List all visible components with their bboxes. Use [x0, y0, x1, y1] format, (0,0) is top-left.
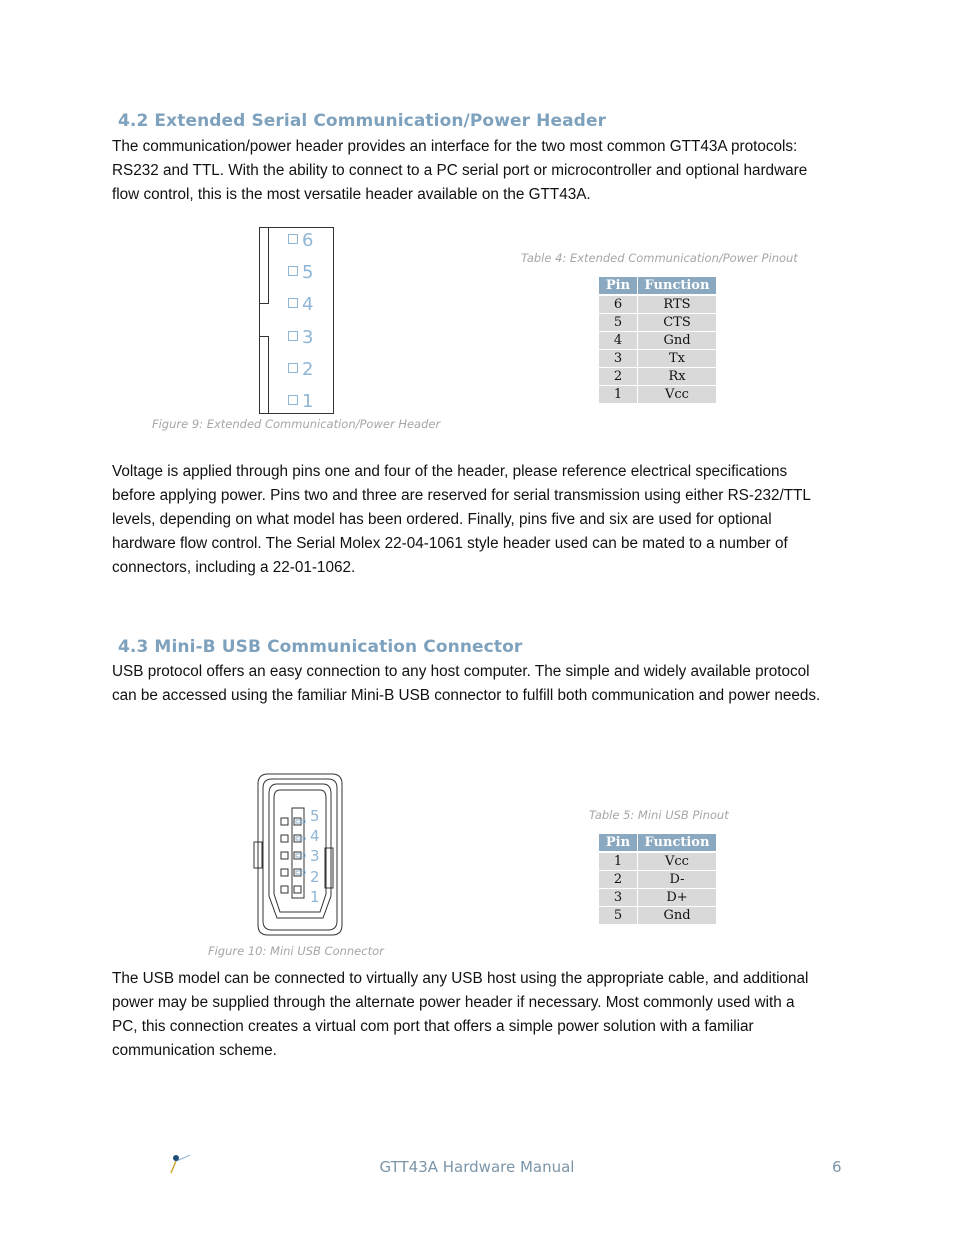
- figure-9-caption: Figure 9: Extended Communication/Power Header: [152, 417, 441, 431]
- paragraph-line: before applying power. Pins two and three are reserved for serial transmission using either RS-232/TTL: [112, 487, 811, 504]
- paragraph-line: power may be supplied through the alternate power header if necessary. Most commonly used with a: [112, 994, 795, 1011]
- pin-cell: 2: [599, 368, 638, 386]
- function-cell: Gnd: [638, 332, 717, 350]
- pin-cell: 3: [599, 889, 638, 907]
- function-cell: RTS: [638, 295, 717, 314]
- paragraph-line: Voltage is applied through pins one and four of the header, please reference electrical specifications: [112, 463, 788, 480]
- pin-cell: 2: [599, 871, 638, 889]
- function-cell: Rx: [638, 368, 717, 386]
- column-header-pin: Pin: [599, 277, 638, 296]
- pin-cell: 5: [599, 907, 638, 925]
- paragraph-line: USB protocol offers an easy connection to any host computer. The simple and widely available protocol: [112, 663, 810, 680]
- table-row: [599, 871, 717, 889]
- pin-label: 2: [302, 359, 314, 380]
- table-5-caption: Table 5: Mini USB Pinout: [589, 808, 729, 822]
- table-row: [599, 314, 717, 332]
- section-4-2-body: [112, 460, 852, 580]
- pin-cell: 1: [599, 386, 638, 404]
- paragraph-line: levels, depending on what model has been ordered. Finally, pins five and six are used for optional: [112, 511, 772, 528]
- pin-label: 4: [310, 827, 320, 845]
- function-cell: Gnd: [638, 907, 717, 925]
- pin-label: 2: [310, 868, 320, 886]
- mini-usb-pinout-table: [598, 833, 717, 925]
- function-cell: D+: [638, 889, 717, 907]
- function-cell: Tx: [638, 350, 717, 368]
- pin-label: 5: [302, 262, 314, 283]
- paragraph-line: PC, this connection creates a virtual com port that offers a simple power solution with a familiar: [112, 1018, 754, 1035]
- paragraph-line: The USB model can be connected to virtually any USB host using the appropriate cable, and additional: [112, 970, 809, 987]
- section-heading-4-3: 4.3 Mini-B USB Communication Connector: [118, 637, 523, 657]
- paragraph-line: The communication/power header provides an interface for the two most common GTT43A protocols:: [112, 138, 798, 155]
- table-row: [599, 332, 717, 350]
- table-row: [599, 386, 717, 404]
- pin-label: 4: [302, 294, 314, 315]
- section-4-3-body: [112, 967, 852, 1063]
- extended-pinout-table: [598, 276, 717, 404]
- function-cell: CTS: [638, 314, 717, 332]
- paragraph-line: can be accessed using the familiar Mini-B USB connector to fulfill both communication and power needs.: [112, 687, 821, 704]
- section-4-2-intro: [112, 135, 852, 207]
- column-header-function: Function: [638, 834, 717, 853]
- function-cell: Vcc: [638, 852, 717, 871]
- paragraph-line: communication scheme.: [112, 1042, 277, 1059]
- pin-label: 6: [302, 230, 314, 251]
- function-cell: D-: [638, 871, 717, 889]
- pin-label: 3: [310, 847, 320, 865]
- page-number: 6: [832, 1158, 842, 1176]
- section-4-3-intro: [112, 660, 852, 708]
- table-row: [599, 350, 717, 368]
- pin-label: 3: [302, 327, 314, 348]
- pin-cell: 4: [599, 332, 638, 350]
- pin-label: 1: [310, 888, 320, 906]
- footer-title: GTT43A Hardware Manual: [379, 1158, 575, 1176]
- column-header-function: Function: [638, 277, 717, 296]
- pin-cell: 3: [599, 350, 638, 368]
- paragraph-line: RS232 and TTL. With the ability to connect to a PC serial port or microcontroller and optional hardware: [112, 162, 808, 179]
- paragraph-line: flow control, this is the most versatile header available on the GTT43A.: [112, 186, 591, 203]
- extended-header-figure: [250, 222, 350, 418]
- figure-10-caption: Figure 10: Mini USB Connector: [208, 944, 384, 958]
- table-4-caption: Table 4: Extended Communication/Power Pinout: [521, 251, 798, 265]
- table-header-row: [599, 834, 717, 853]
- column-header-pin: Pin: [599, 834, 638, 853]
- pin-label: 5: [310, 807, 320, 825]
- table-header-row: [599, 277, 717, 296]
- function-cell: Vcc: [638, 386, 717, 404]
- table-row: [599, 907, 717, 925]
- pin-cell: 1: [599, 852, 638, 871]
- mini-usb-connector-figure: [250, 770, 350, 940]
- table-row: [599, 368, 717, 386]
- paragraph-line: connectors, including a 22-01-1062.: [112, 559, 356, 576]
- section-heading-4-2: 4.2 Extended Serial Communication/Power Header: [118, 111, 607, 131]
- pin-label: 1: [302, 391, 314, 412]
- pin-cell: 6: [599, 295, 638, 314]
- pin-cell: 5: [599, 314, 638, 332]
- table-row: [599, 889, 717, 907]
- table-row: [599, 295, 717, 314]
- paragraph-line: hardware flow control. The Serial Molex 22-04-1061 style header used can be mated to a number of: [112, 535, 788, 552]
- table-row: [599, 852, 717, 871]
